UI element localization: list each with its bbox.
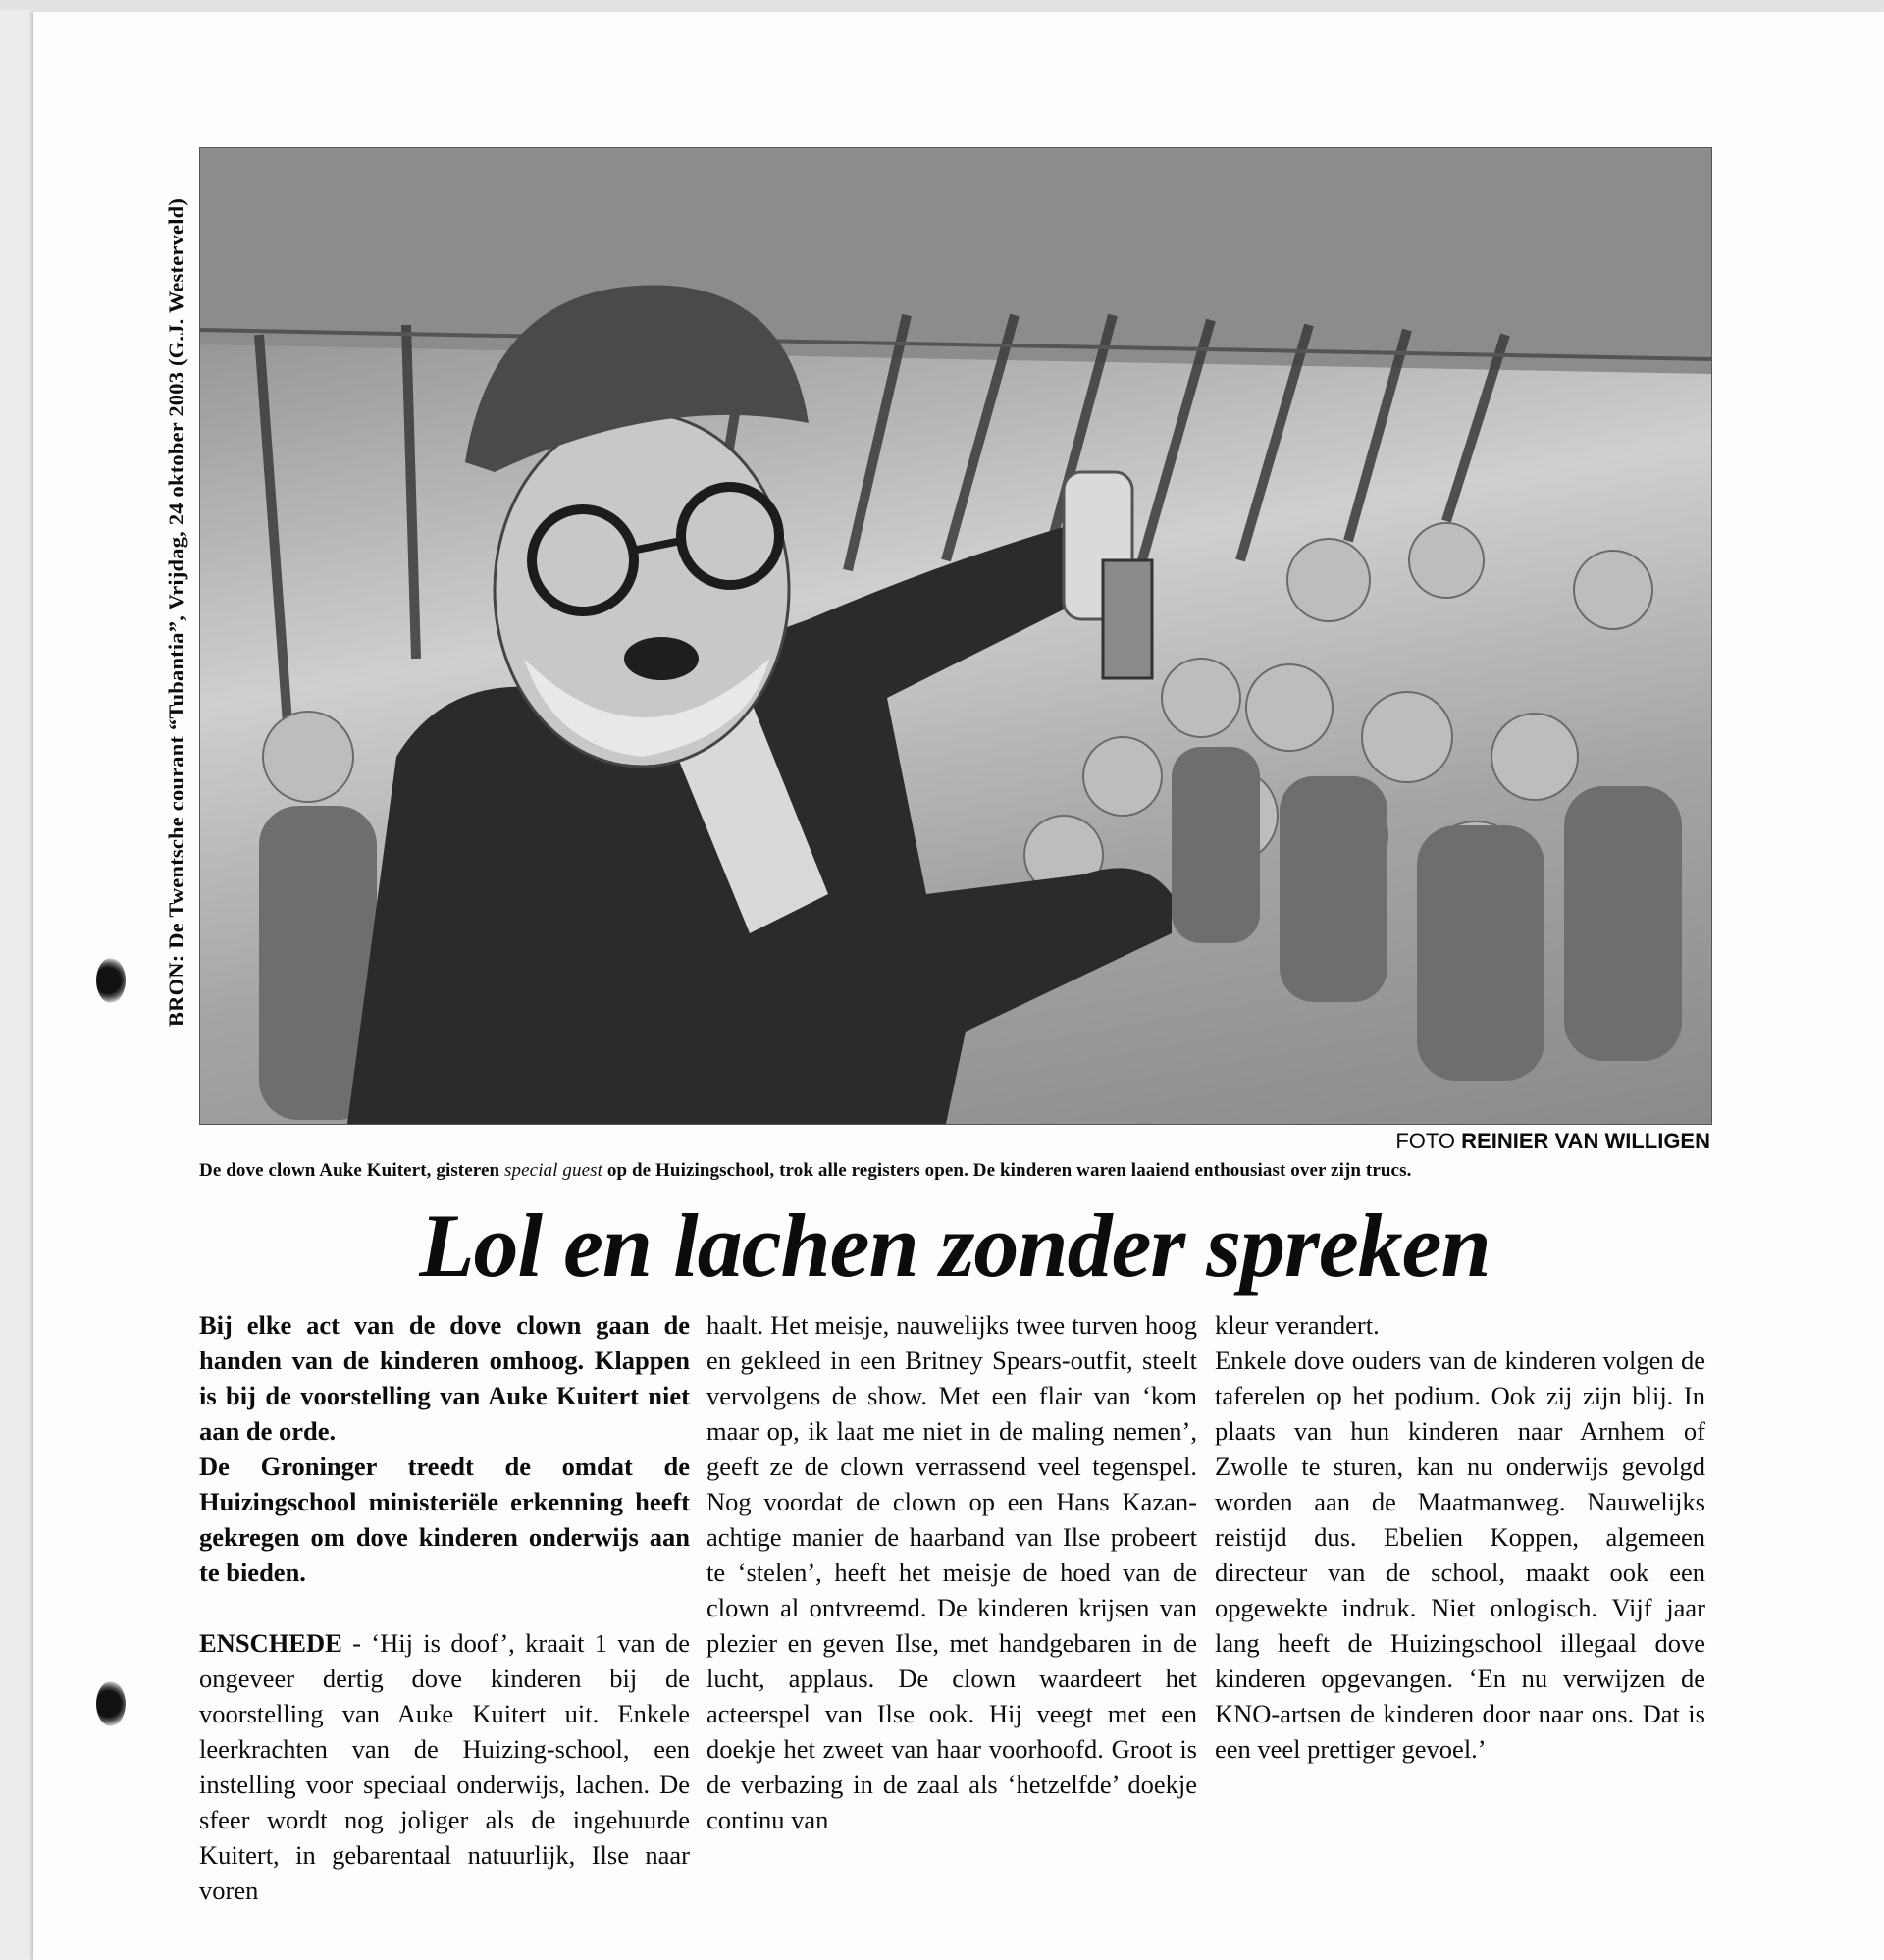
photo-credit-prefix: FOTO: [1395, 1129, 1456, 1153]
dateline: ENSCHEDE: [199, 1628, 342, 1658]
caption-part1: De dove clown Auke Kuitert, gisteren: [199, 1160, 500, 1181]
clown-with-children-illustration: [200, 148, 1711, 1124]
paragraph-gap: [199, 1590, 690, 1625]
body-paragraph-3b: Enkele dove ouders van de kinderen volgen de taferelen op het podium. Ook zij zijn blij. In plaats van hun kinderen naar Arnhem of Zwolle te sturen, kan nu onderwijs gevolgd worden aan de Maatmanweg. Nauwelijks reistijd dus. Ebelien Koppen, algemeen directeur van de school, maakt ook een opgewekte indruk. Niet onlogisch. Vijf jaar lang heeft de Huizingschool illegaal dove kinderen opgevangen. ‘En nu verwijzen de KNO-artsen de kinderen door naar ons. Dat is een veel prettiger gevoel.’: [1215, 1346, 1705, 1764]
source-line: [159, 147, 194, 1078]
body-paragraph-3a: kleur verandert.: [1215, 1310, 1380, 1340]
caption-part2: op de Huizingschool, trok alle registers open. De kinderen waren laaiend enthousiast over zijn trucs.: [606, 1160, 1412, 1181]
source-text: BRON: De Twentsche courant “Tubantia”, Vrijdag, 24 oktober 2003 (G.J. Westerveld): [164, 197, 188, 1028]
article-column-1: [199, 1307, 690, 1908]
article-photo: [199, 147, 1712, 1125]
photo-credit: [883, 1129, 1710, 1154]
article-column-2: [706, 1307, 1197, 1837]
body-paragraph-1: [199, 1625, 690, 1908]
punch-hole-lower: [96, 1681, 126, 1726]
photo-caption: [199, 1160, 1715, 1182]
article-column-3: [1215, 1307, 1705, 1767]
scan-top-edge: [0, 0, 1884, 10]
lead-paragraph-2: De Groninger treedt de omdat de Huizingschool ministeriële erkenning heeft gekregen om dove kinderen onderwijs aan te bieden.: [199, 1452, 690, 1587]
punch-hole-upper: [96, 958, 126, 1003]
lead-paragraph-1: Bij elke act van de dove clown gaan de handen van de kinderen omhoog. Klappen is bij de voorstelling van Auke Kuitert niet aan de orde.: [199, 1310, 690, 1446]
photo-credit-name: REINIER VAN WILLIGEN: [1461, 1129, 1710, 1153]
headline: Lol en lachen zonder spreken: [419, 1195, 1491, 1296]
caption-italic: special guest: [504, 1160, 603, 1181]
body-paragraph-2: haalt. Het meisje, nauwelijks twee turven hoog en gekleed in een Britney Spears-outfit, steelt vervolgens de show. Met een flair van ‘kom maar op, ik laat me niet in de maling nemen’, geeft ze de clown verrassend veel tegenspel. Nog voordat de clown op een Hans Kazan-achtige manier de haarband van Ilse probeert te ‘stelen’, heeft het meisje de hoed van de clown al ontvreemd. De kinderen krijsen van plezier en geven Ilse, met handgebaren in de lucht, applaus. De clown waardeert het acteerspel van Ilse ook. Hij veegt met een doekje het zweet van haar voorhoofd. Groot is de verbazing in de zaal als ‘hetzelfde’ doekje continu van: [706, 1310, 1197, 1834]
body-paragraph-1-text: - ‘Hij is doof’, kraait 1 van de ongeveer dertig dove kinderen bij de voorstelling van Auke Kuitert uit. Enkele leerkrachten van de Huizing-school, een instelling voor speciaal onderwijs, lachen. De sfeer wordt nog joliger als de ingehuurde Kuitert, in gebarentaal natuurlijk, Ilse naar voren: [199, 1628, 690, 1905]
